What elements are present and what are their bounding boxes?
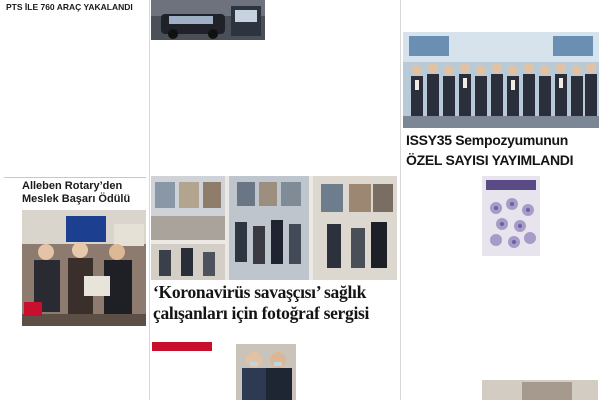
article-body	[153, 58, 265, 174]
article-pts-continuation-right	[268, 0, 400, 175]
symposium-group-photo	[403, 32, 599, 128]
award-ceremony-illustration	[22, 210, 146, 326]
article-title	[153, 282, 399, 328]
bottom-photo-illustration	[482, 380, 598, 400]
column-divider	[400, 0, 401, 400]
article-issy-body-right	[541, 176, 598, 400]
award-ceremony-photo	[22, 210, 146, 326]
column-divider	[149, 0, 150, 400]
article-title: PTS İLE 760 ARAÇ YAKALANDI	[6, 2, 133, 12]
article-title-line: ÖZEL SAYISI YAYIMLANDI	[406, 152, 574, 168]
group-photo-illustration	[403, 32, 599, 128]
article-pts-left	[0, 0, 150, 177]
article-right-top	[401, 0, 600, 30]
exhibition-photo-collage	[151, 176, 397, 280]
article-koronavirus-body	[152, 352, 236, 400]
exhibition-illustration	[151, 176, 397, 280]
police-car-photo	[151, 0, 265, 40]
article-title: Alleben Rotary’den Meslek Başarı Ödülü	[22, 180, 131, 205]
byline	[152, 342, 212, 351]
article-title-line: ‘Koronavirüs savaşçısı’ sağlık	[153, 282, 367, 302]
article-alleben	[0, 178, 150, 400]
health-workers-illustration	[236, 344, 296, 400]
journal-cover-illustration	[482, 176, 540, 256]
article-title-line: ISSY35 Sempozyumunun	[406, 132, 569, 148]
article-title	[406, 130, 600, 174]
article-title-line: çalışanları için fotoğraf sergisi	[153, 303, 370, 323]
article-body	[405, 2, 595, 28]
article-body	[6, 15, 145, 176]
article-koronavirus-body-right	[298, 340, 398, 400]
health-workers-photo	[236, 344, 296, 400]
article-body	[270, 2, 396, 160]
article-pts-continuation	[151, 40, 268, 175]
article-body	[6, 329, 145, 399]
police-car-illustration	[151, 0, 265, 40]
journal-cover-photo	[482, 176, 540, 256]
article-issy-body	[403, 176, 479, 400]
photo-caption	[153, 42, 265, 56]
bottom-right-photo-strip	[482, 380, 598, 400]
